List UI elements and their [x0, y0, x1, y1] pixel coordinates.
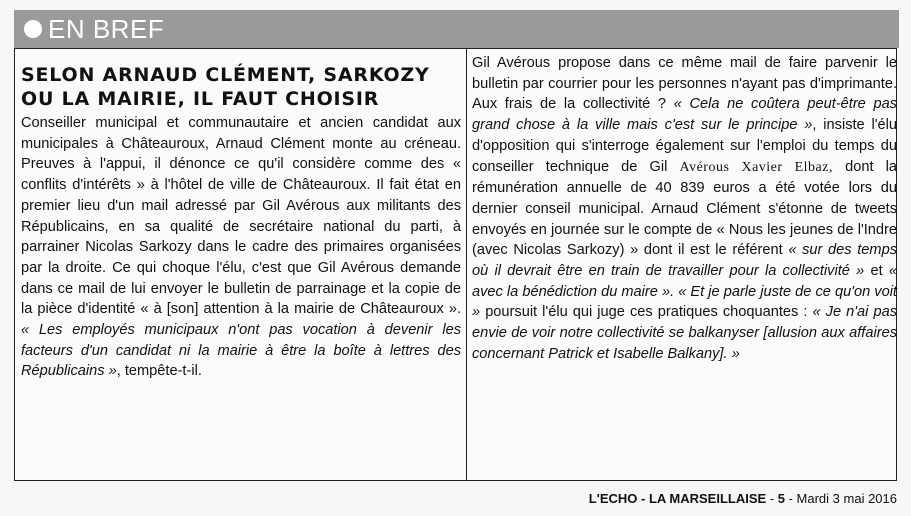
right-names: Avérous Xavier Elbaz,: [679, 159, 833, 175]
section-label: EN BREF: [48, 14, 165, 44]
right-text-2: , insiste l'élu d'opposition qui s'interroge également sur l'emploi du temps du conseiller technique de Gil: [472, 117, 897, 175]
column-divider: [466, 49, 467, 480]
footer-separator-1: -: [766, 491, 778, 506]
left-body: [21, 113, 461, 382]
right-body: [472, 53, 897, 365]
right-quote-4: « Je n'ai pas envie de voir notre collectivité se balkanyser [allusion aux affaires concernant Patrick et Isabelle Balkany]. »: [472, 304, 898, 362]
bullet-icon: [24, 20, 42, 38]
footer-date: Mardi 3 mai 2016: [796, 491, 897, 506]
right-text-5: poursuit l'élu qui juge ces pratiques choquantes :: [480, 304, 813, 321]
article-headline: [21, 63, 461, 111]
right-quote-3: « avec la bénédiction du maire ». « Et je parle juste de ce qu'on voit »: [472, 263, 897, 321]
footer-separator-2: -: [784, 491, 797, 506]
headline-line-1: SELON ARNAUD CLÉMENT, SARKOZY: [21, 64, 430, 86]
page-footer: [512, 490, 897, 508]
left-column: [21, 63, 461, 382]
left-quote-1: « Les employés municipaux n'ont pas vocation à devenir les facteurs d'un candidat ni la mairie à être la boîte à lettres des Républicains »: [21, 322, 461, 380]
left-paragraph-1: Conseiller municipal et communautaire et ancien candidat aux municipales à Châteauroux, Arnaud Clément monte au créneau. Preuves à l'appui, il dénonce ce qu'il considère comme des « conflits d'intérêts » à l'hôtel de ville de Châteauroux. Il fait état en premier lieu d'un mail adressé par Gil Avérous aux militants des Républicains, en sa qualité de secrétaire national du parti, à parrainer Nicolas Sarkozy dans le cadre des primaires organisées par la droite. Ce qui choque l'élu, c'est que Gil Avérous demande dans ce mail de lui envoyer le bulletin de parrainage et la copie de la pièce d'identité « à [son] attention à la mairie de Châteauroux ».: [21, 115, 461, 318]
right-text-4: et: [864, 263, 889, 280]
footer-publication: L'ECHO - LA MARSEILLAISE: [588, 491, 767, 506]
section-header: [14, 10, 899, 48]
right-quote-2: « sur des temps où il devrait être en train de travailler pour la collectivité »: [472, 242, 897, 280]
headline-line-2: OU LA MAIRIE, IL FAUT CHOISIR: [21, 88, 380, 110]
left-text-1: , tempête-t-il.: [116, 363, 202, 380]
footer-page-number: 5: [777, 491, 785, 506]
article-frame: [14, 48, 897, 481]
right-text-3: dont la rémunération annuelle de 40 839 euros a été votée lors du dernier conseil municipal. Arnaud Clément s'étonne de tweets envoyés en journée sur le compte de « Nous les jeunes de l'Indre (avec Nicolas Sarkozy) » dont il est le référent: [472, 158, 898, 259]
right-quote-1: « Cela ne coûtera peut-être pas grand chose à la ville mais c'est sur le principe »: [472, 96, 897, 134]
right-text-1: Gil Avérous propose dans ce même mail de faire parvenir le bulletin par courrier pour les personnes n'ayant pas d'imprimante. Aux frais de la collectivité ?: [472, 55, 897, 113]
right-column: [472, 53, 897, 365]
